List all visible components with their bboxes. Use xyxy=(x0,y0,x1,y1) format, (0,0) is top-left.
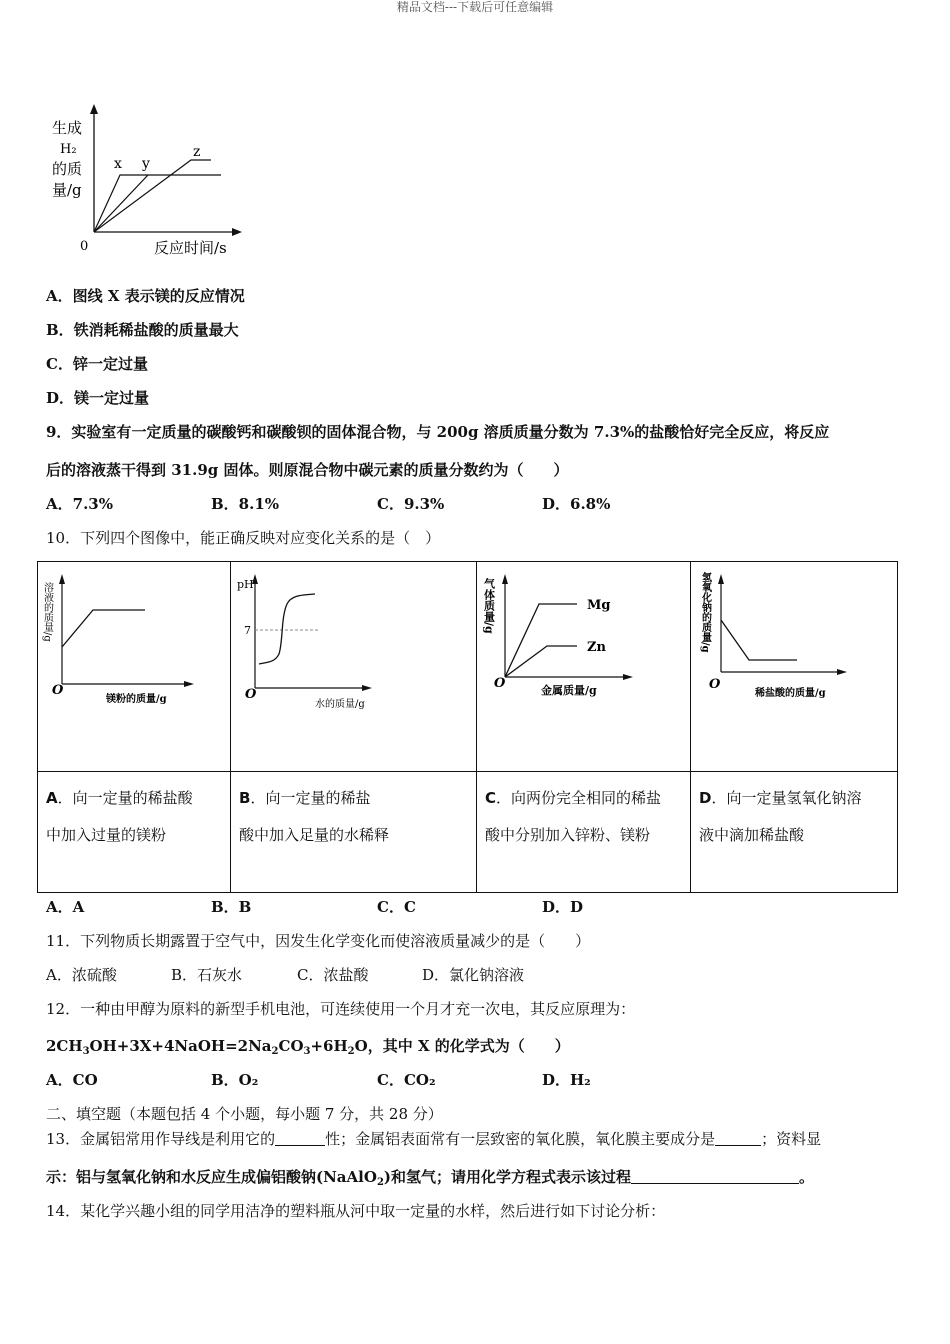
graph-c xyxy=(477,562,687,767)
graph-c-ylabel: 气体质量/g xyxy=(482,578,496,634)
graph-a-cell xyxy=(38,562,231,772)
q8-option-d[interactable]: D．镁一定过量 xyxy=(46,389,150,407)
q9-option-b[interactable]: B．8.1% xyxy=(211,495,280,513)
caption-a: A．向一定量的稀盐酸 中加入过量的镁粉 xyxy=(38,772,231,893)
x-axis-label: 反应时间/s xyxy=(154,239,227,257)
reaction-time-graph xyxy=(46,100,246,260)
y-label-3: 的质 xyxy=(52,160,83,178)
q11-option-c[interactable]: C．浓盐酸 xyxy=(297,966,369,984)
q9-option-c[interactable]: C．9.3% xyxy=(377,495,445,513)
q11-option-d[interactable]: D．氯化钠溶液 xyxy=(422,966,525,984)
graph-b xyxy=(231,562,471,767)
graph-a xyxy=(38,562,228,767)
graph-a-xlabel: 镁粉的质量/g xyxy=(106,694,167,705)
q13-blank-2[interactable] xyxy=(715,1131,761,1146)
graph-b-tick-7: 7 xyxy=(244,624,251,637)
q12-option-a[interactable]: A．CO xyxy=(46,1071,98,1089)
q12-equation-tail: ，其中 X 的化学式为（ ） xyxy=(367,1037,570,1055)
q11-option-a[interactable]: A．浓硫酸 xyxy=(46,966,117,984)
q10-option-a[interactable]: A．A xyxy=(46,898,85,916)
q9-option-a[interactable]: A．7.3% xyxy=(46,495,113,513)
y-label-4: 量/g xyxy=(52,181,82,199)
q10-stem: 10．下列四个图像中，能正确反映对应变化关系的是（ ） xyxy=(46,529,441,547)
q12-stem: 12．一种由甲醇为原料的新型手机电池，可连续使用一个月才充一次电，其反应原理为： xyxy=(46,1000,636,1018)
q13-blank-3[interactable] xyxy=(631,1169,799,1184)
q10-option-b[interactable]: B．B xyxy=(211,898,252,916)
graph-b-origin: O xyxy=(245,687,257,702)
curve-y-label: y xyxy=(142,156,150,172)
section-2-heading: 二、填空题（本题包括 4 个小题，每小题 7 分，共 28 分） xyxy=(46,1105,443,1123)
graph-a-origin: O xyxy=(52,683,64,698)
q8-option-b[interactable]: B．铁消耗稀盐酸的质量最大 xyxy=(46,321,239,339)
q12-equation: $2CH_3OH+3X+4NaOH=2Na_2CO_3+6H_2O$，其中 X 的化学式为（ ） xyxy=(46,1037,570,1057)
q11-stem: 11．下列物质长期露置于空气中，因发生化学变化而使溶液质量减少的是（ ） xyxy=(46,932,591,950)
graph-c-mg-label: Mg xyxy=(587,598,611,613)
curve-z-label: z xyxy=(193,144,201,160)
q13-blank-1[interactable] xyxy=(275,1131,325,1146)
caption-b: B．向一定量的稀盐 酸中加入足量的水稀释 xyxy=(231,772,477,893)
graph-c-xlabel: 金属质量/g xyxy=(541,684,597,697)
q10-option-d[interactable]: D．D xyxy=(542,898,584,916)
q9-stem-line1: 9．实验室有一定质量的碳酸钙和碳酸钡的固体混合物，与 200g 溶质质量分数为 7.3%的盐酸恰好完全反应，将反应 xyxy=(46,423,830,441)
graph-b-cell xyxy=(231,562,477,772)
q13-line1: 13．金属铝常用作导线是利用它的 性；金属铝表面常有一层致密的氧化膜，氧化膜主要成分是 ；资料显 xyxy=(46,1130,822,1148)
y-label-2: H₂ xyxy=(60,142,77,157)
q8-option-a[interactable]: A．图线 X 表示镁的反应情况 xyxy=(46,287,245,305)
y-label-1: 生成 xyxy=(52,119,83,137)
q12-option-d[interactable]: D．H₂ xyxy=(542,1071,591,1089)
graph-c-zn-label: Zn xyxy=(587,640,606,655)
q12-option-c[interactable]: C．CO₂ xyxy=(377,1071,436,1089)
origin-label: 0 xyxy=(80,239,89,254)
q11-option-b[interactable]: B．石灰水 xyxy=(171,966,243,984)
q10-graph-table xyxy=(37,561,898,893)
curve-x-label: x xyxy=(114,156,122,172)
q10-option-c[interactable]: C．C xyxy=(377,898,416,916)
q8-option-c[interactable]: C．锌一定过量 xyxy=(46,355,148,373)
graph-c-origin: O xyxy=(494,676,506,691)
q13-line2: 示：铝与氢氧化钠和水反应生成偏铝酸钠(NaAlO$_2$)和氢气；请用化学方程式表示该过程 。 xyxy=(46,1168,815,1188)
graph-b-xlabel: 水的质量/g xyxy=(315,699,365,710)
graph-b-ylabel: pH xyxy=(237,578,254,591)
q12-option-b[interactable]: B．O₂ xyxy=(211,1071,259,1089)
q9-option-d[interactable]: D．6.8% xyxy=(542,495,611,513)
page-header: 精品文档---下载后可任意编辑 xyxy=(396,0,554,14)
graph-a-ylabel: 溶液的质量/g xyxy=(41,582,53,642)
graph-d-xlabel: 稀盐酸的质量/g xyxy=(755,688,826,699)
graph-c-cell xyxy=(477,562,691,772)
caption-d: D．向一定量氢氧化钠溶 液中滴加稀盐酸 xyxy=(691,772,898,893)
q9-stem-line2: 后的溶液蒸干得到 31.9g 固体。则原混合物中碳元素的质量分数约为（ ） xyxy=(46,461,569,479)
caption-c: C．向两份完全相同的稀盐 酸中分别加入锌粉、镁粉 xyxy=(477,772,691,893)
graph-d-cell xyxy=(691,562,898,772)
graph-d xyxy=(691,562,896,767)
q14-stem: 14．某化学兴趣小组的同学用洁净的塑料瓶从河中取一定量的水样，然后进行如下讨论分析： xyxy=(46,1202,666,1220)
graph-d-origin: O xyxy=(709,677,721,692)
graph-d-ylabel: 氢氧化钠的质量/g xyxy=(699,572,711,653)
